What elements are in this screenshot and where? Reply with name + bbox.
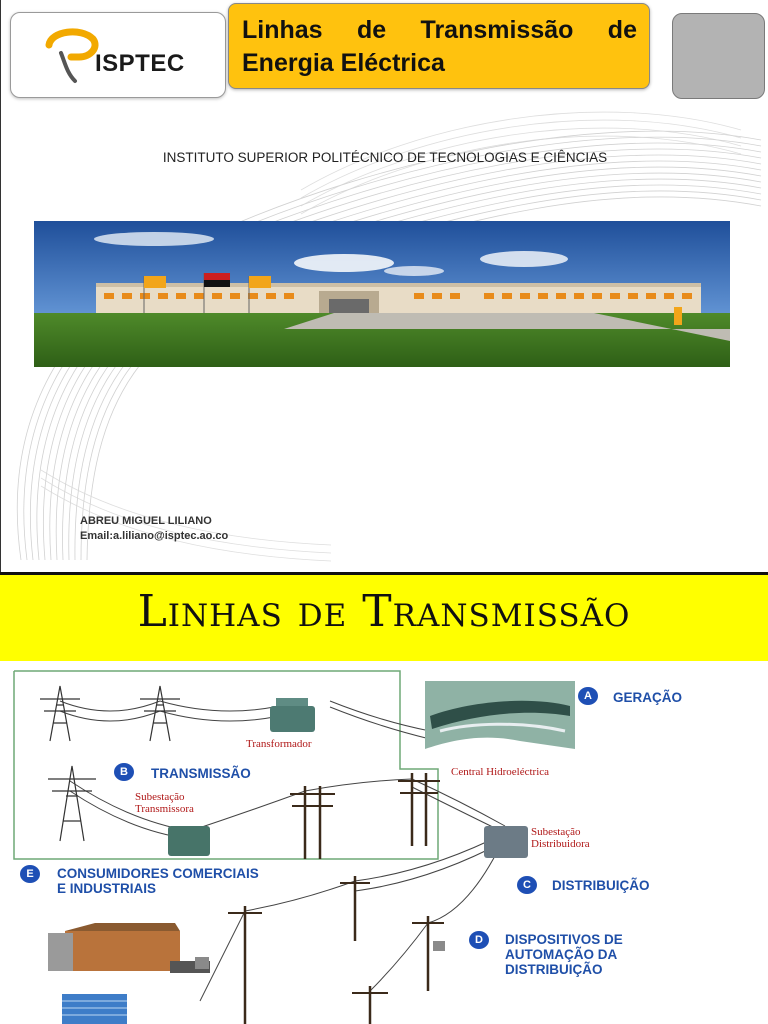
title-word: Transmissão: [420, 16, 574, 44]
title-word: Linhas: [242, 16, 323, 44]
badge-c: C: [517, 876, 537, 894]
label-transmission: TRANSMISSÃO: [151, 766, 251, 781]
power-grid-diagram: [0, 661, 768, 1024]
presentation-title-box: [228, 3, 650, 89]
label-line: Distribuidora: [531, 838, 590, 850]
title-line-2: Energia Eléctrica: [242, 49, 445, 77]
label-line: AUTOMAÇÃO DA: [505, 947, 618, 962]
label-transmission-substation: [135, 791, 194, 815]
gray-placeholder-box: [672, 13, 765, 99]
title-word: de: [356, 16, 387, 44]
badge-b: B: [114, 763, 134, 781]
label-transformer: Transformador: [246, 738, 312, 750]
label-line: Subestação: [531, 826, 581, 838]
author-email: Email:a.liliano@isptec.ao.co: [80, 530, 229, 542]
label-hydro-plant: Central Hidroeléctrica: [451, 766, 550, 778]
label-line: DISPOSITIVOS DE: [505, 932, 623, 947]
label-generation: GERAÇÃO: [613, 690, 683, 705]
label-automation-devices: [505, 932, 623, 977]
badge-e: E: [20, 865, 40, 883]
badge-a: A: [578, 687, 598, 705]
title-line-1: [242, 14, 637, 47]
author-block: [80, 514, 228, 544]
author-name: ABREU MIGUEL LILIANO: [80, 515, 212, 527]
label-line: CONSUMIDORES COMERCIAIS: [57, 866, 259, 881]
label-line: Subestação: [135, 791, 185, 803]
isptec-logo-box: [10, 12, 226, 98]
label-line: Transmissora: [135, 803, 194, 815]
label-distribution: DISTRIBUIÇÃO: [552, 878, 650, 893]
label-line: E INDUSTRIAIS: [57, 881, 157, 896]
campus-photo: [34, 221, 730, 367]
label-line: DISTRIBUIÇÃO: [505, 962, 603, 977]
badge-d: D: [469, 931, 489, 949]
label-distribution-substation: [531, 826, 590, 850]
logo-text: ISPTEC: [95, 50, 185, 77]
label-consumers: [57, 866, 259, 896]
title-word: de: [607, 16, 637, 44]
institute-name: INSTITUTO SUPERIOR POLITÉCNICO DE TECNOLOGIAS E CIÊNCIAS: [162, 150, 608, 165]
slide-title: Linhas de Transmissão: [137, 586, 631, 637]
